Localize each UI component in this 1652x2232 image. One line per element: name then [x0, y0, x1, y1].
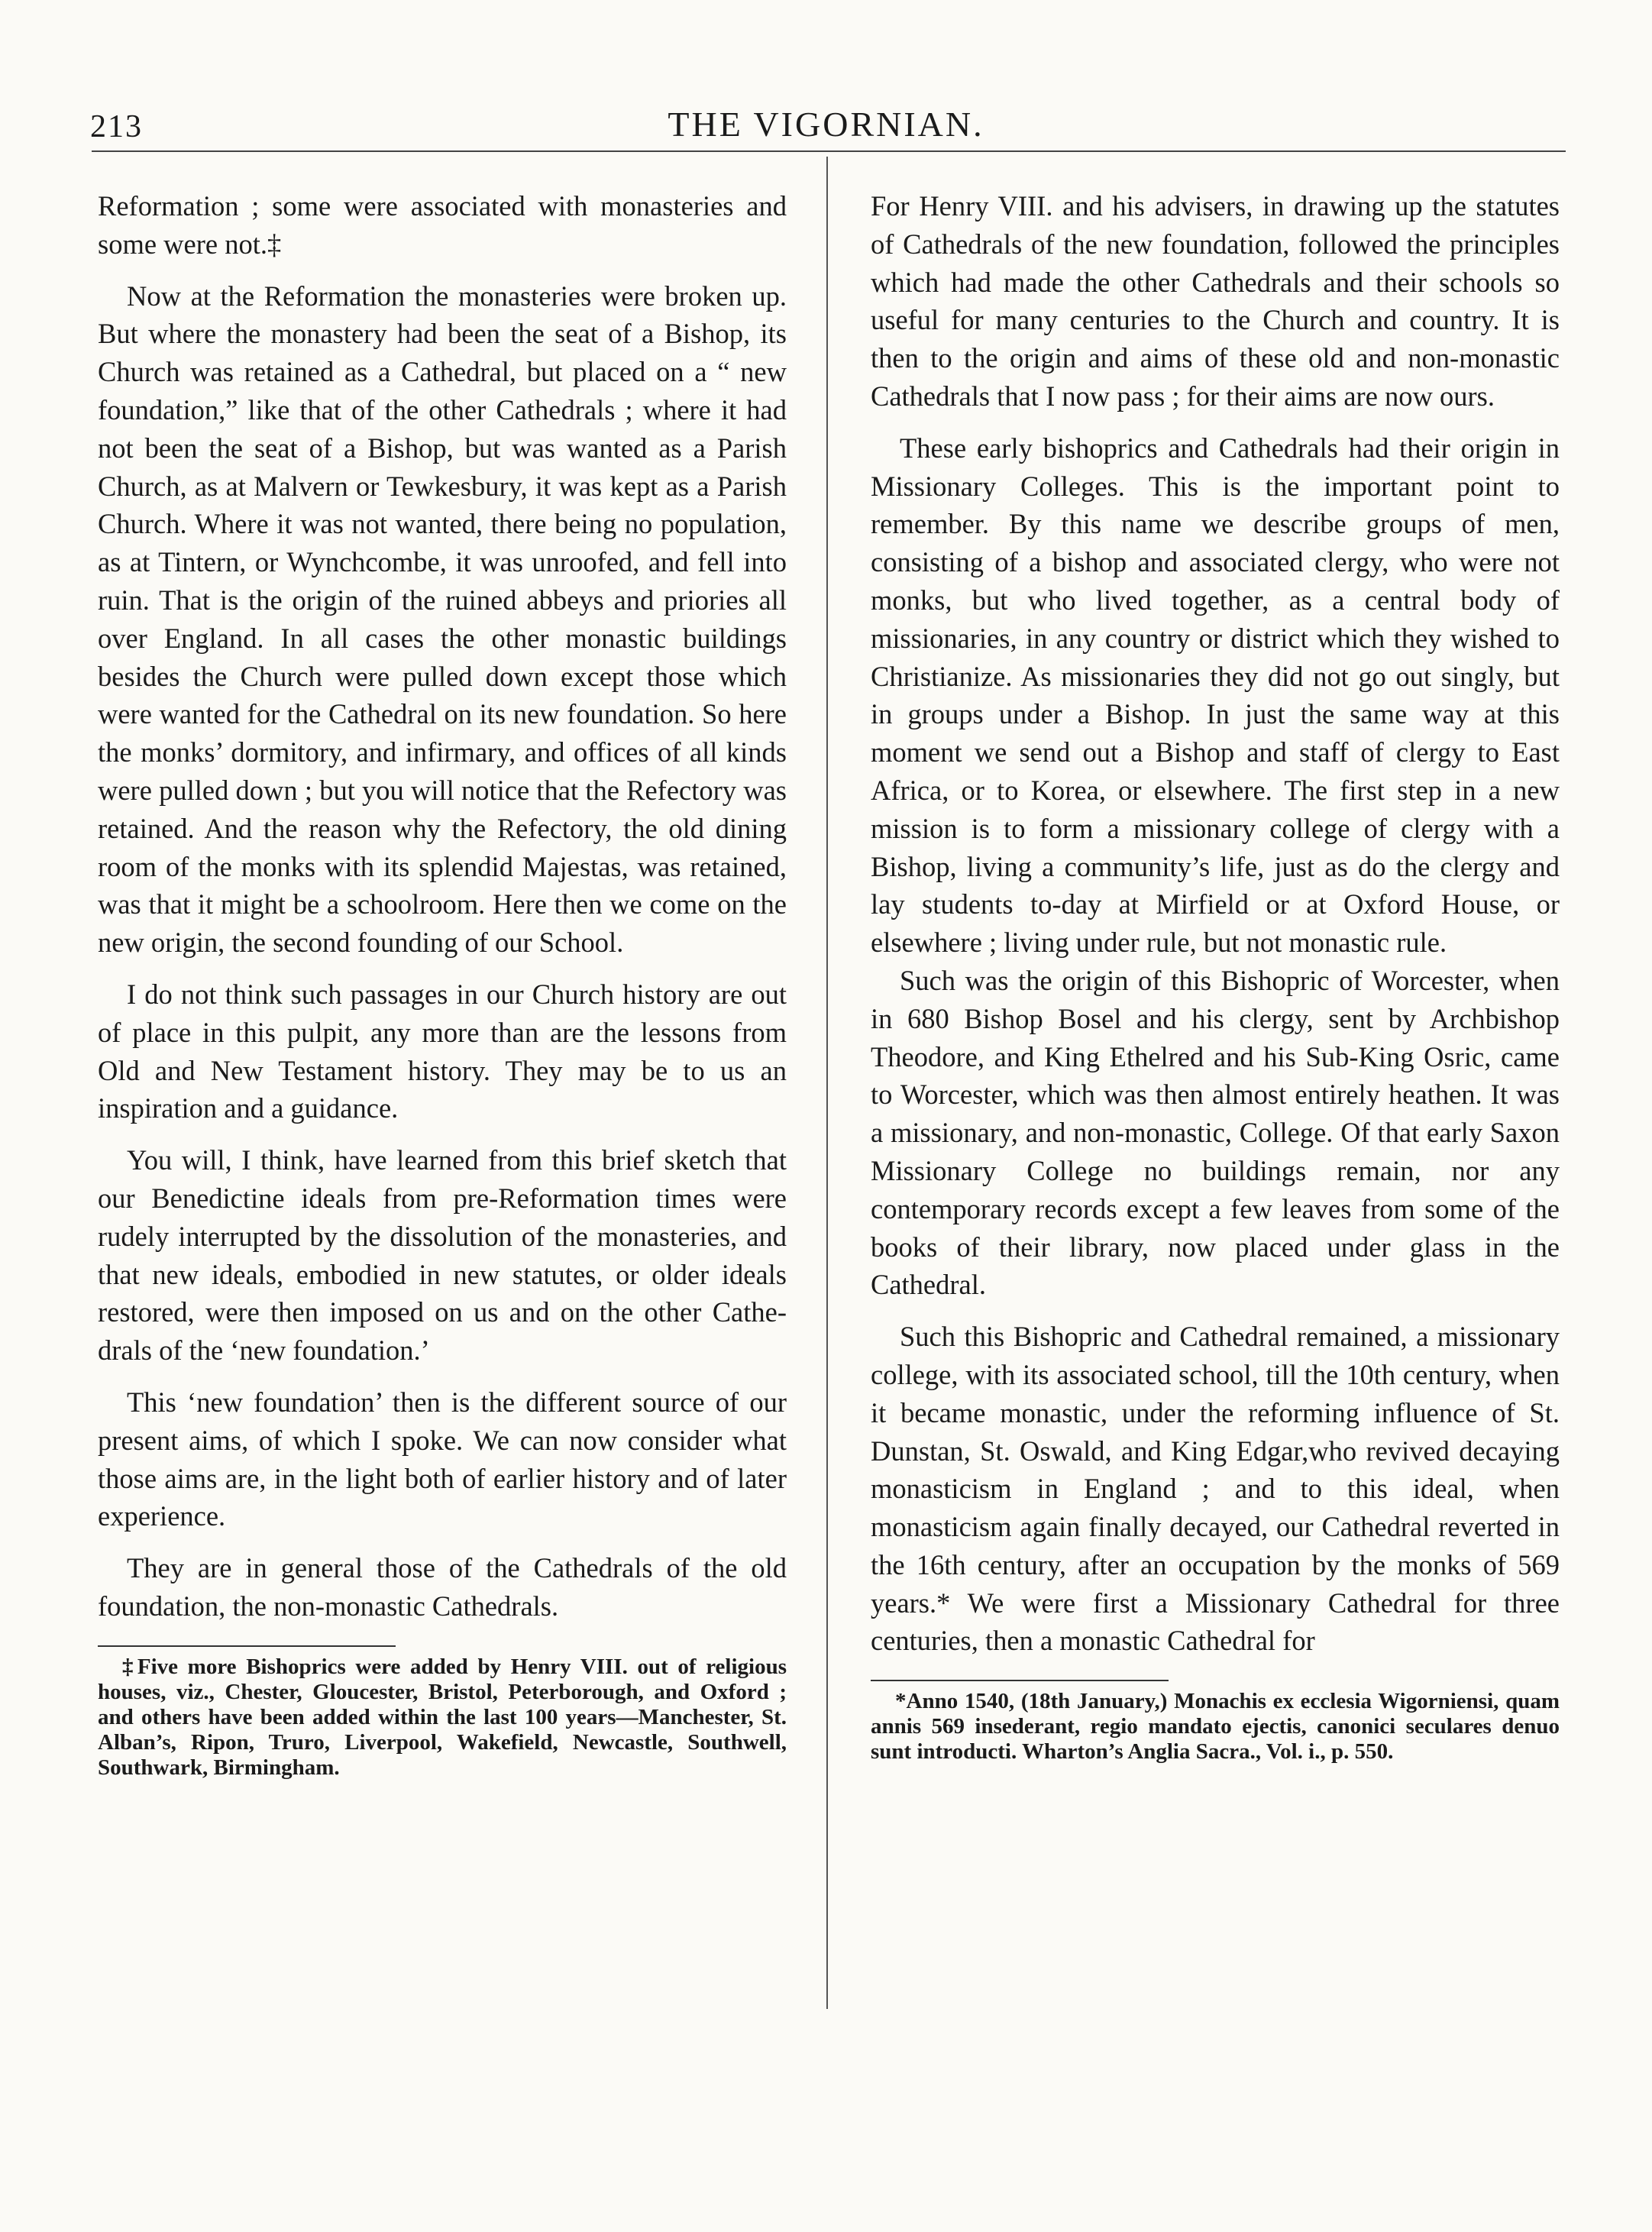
page-number: 213 — [90, 109, 143, 144]
right-footnote-rule — [871, 1680, 1169, 1681]
left-paragraph-4: You will, I think, have learned from this brief sketch that our Benedictine ideals from pre-Reformation times were rudely interrupted by the dissolution of the monasteries, and that new ideals, embodied in new statutes, or older ideals restored, were then imposed on us and on the other Cathedrals of the ‘new foundation.’ — [98, 1144, 787, 1367]
left-footnote: ‡Five more Bishoprics were added by Henry VIII. out of religious houses, viz., Chester, Gloucester, Bristol, Peterborough, and Oxford ; and others have been added within the last 100 years—Manchester, St. Alban’s, Ripon, Truro, Liverpool, Wakefield, Newcastle, Southwell, Southwark, Birmingham. — [98, 1654, 787, 1780]
right-column — [871, 187, 1560, 1765]
right-paragraph-3: Such was the origin of this Bishopric of Worcester, when in 680 Bishop Bosel and his clergy, sent by Archbishop Theodore, and King Ethelred and his Sub-King Osric, came to Worcester, which was then almost entirely heathen. It was a missionary, and non-monastic, College. Of that early Saxon Missionary College no buildings remain, nor any contemporary records except a few leaves from some of the books of their library, now placed under glass in the Cathedral. — [871, 964, 1560, 1301]
header-rule — [92, 150, 1566, 152]
left-paragraph-5: This ‘new foundation’ then is the different source of our present aims, of which I spoke. We can now consider what those aims are, in the light both of earlier history and of later experience. — [98, 1386, 787, 1532]
left-paragraph-2: Now at the Reformation the monasteries were broken up. But where the monastery had been the seat of a Bishop, its Church was retained as a Cathedral, but placed on a “ new foundation,” like that of the other Cathedrals ; where it had not been the seat of a Bishop, but was wanted as a Parish Church, as at Malvern or Tewkesbury, it was kept as a Parish Church. Where it was not wanted, there being no population, as at Tintern, or Wynchcombe, it was unroofed, and fell into ruin. That is the origin of the ruined abbeys and priories all over England. In all cases the other monastic buildings besides the Church were pulled down except those which were wanted for the Cathedral on its new foundation. So here the monks’ dormitory, and infirmary, and offices of all kinds were pulled down ; but you will notice that the Refectory was retained. And the reason why the Refectory, the old dining room of the monks with its splendid Majestas, was retained, was that it might be a schoolroom. Here then we come on the new origin, the second founding of our School. — [98, 280, 787, 959]
right-paragraph-1: For Henry VIII. and his advisers, in drawing up the statutes of Cathedrals of the new foundation, followed the principles which had made the other Cathedrals and their schools so useful for many centuries to the Church and country. It is then to the origin and aims of these old and non-monastic Cathedrals that I now pass ; for their aims are now ours. — [871, 190, 1560, 412]
page-header — [0, 98, 1652, 151]
running-title: THE VIGORNIAN. — [668, 105, 984, 144]
left-footnote-rule — [98, 1645, 396, 1647]
right-paragraph-2: These early bishoprics and Cathedrals had their origin in Missionary Colleges. This is the important point to remember. By this name we describe groups of men, consisting of a bishop and associated clergy, who were not monks, but who lived together, as a central body of missionaries, in any country or district which they wished to Christianize. As missionaries they did not go out singly, but in groups under a Bishop. In just the same way at this moment we send out a Bishop and staff of clergy to East Africa, or to Korea, or elsewhere. The first step in a new mission is to form a missionary college of clergy with a Bishop, living a community’s life, just as do the clergy and lay students to-day at Mirfield or at Oxford House, or elsewhere ; living under rule, but not monastic rule. — [871, 432, 1560, 959]
left-paragraph-3: I do not think such passages in our Church history are out of place in this pulpit, any more than are the lessons from Old and New Testament history. They may be to us an inspiration and a guidance. — [98, 978, 787, 1124]
left-paragraph-6: They are in general those of the Cathedrals of the old foundation, the non-monastic Cathedrals. — [98, 1552, 787, 1622]
column-divider — [826, 157, 828, 2009]
right-paragraph-4: Such this Bishopric and Cathedral remained, a missionary college, with its associated school, till the 10th century, when it became monastic, under the reforming influence of St. Dunstan, St. Oswald, and King Edgar,who revived decaying monasticism in England ; and to this ideal, when monasticism again finally decayed, our Cathedral reverted in the 16th century, after an occupation by the monks of 569 years.* We were first a Missionary Cathedral for three centuries, then a monastic Cathedral for — [871, 1321, 1560, 1657]
left-column — [98, 187, 787, 1781]
right-footnote: *Anno 1540, (18th January,) Monachis ex ecclesia Wigorniensi, quam annis 569 insederant, regio mandato ejectis, canonici seculares denuo sunt introducti. Wharton’s Anglia Sacra., Vol. i., p. 550. — [871, 1689, 1560, 1765]
left-paragraph-1: Reformation ; some were associated with monasteries and some were not.‡ — [98, 190, 787, 260]
